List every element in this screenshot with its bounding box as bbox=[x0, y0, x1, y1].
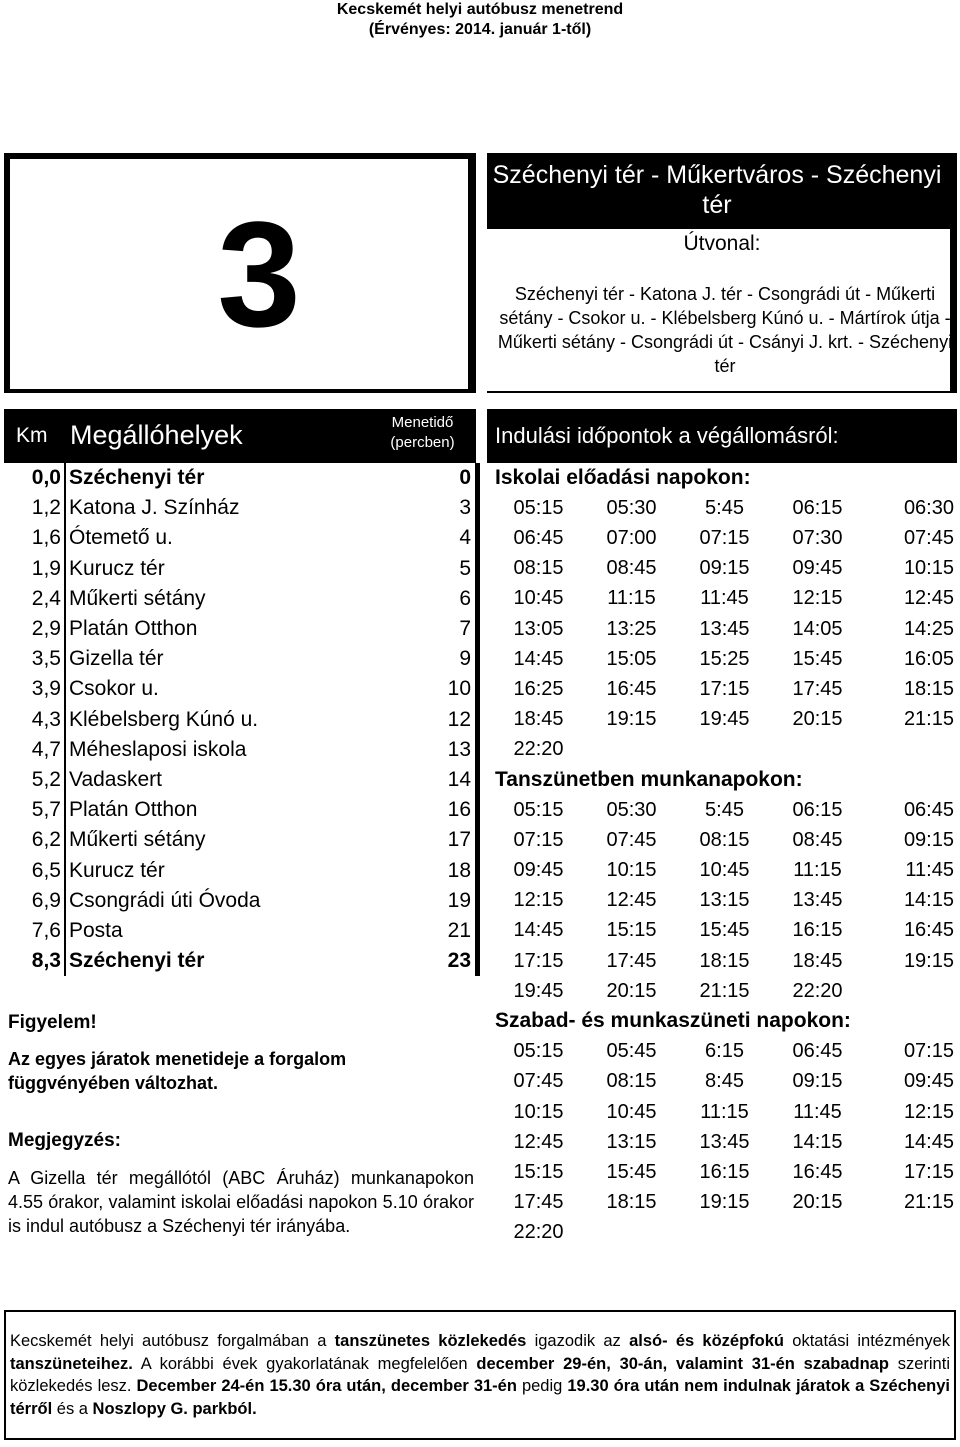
stop-travel-time: 0 bbox=[459, 466, 471, 490]
travel-time-header bbox=[370, 413, 475, 453]
departure-time: 18:15 bbox=[903, 677, 954, 700]
stop-km: 2,4 bbox=[4, 584, 66, 614]
departure-row bbox=[492, 554, 958, 584]
departure-time: 5:45 bbox=[705, 798, 744, 821]
departure-section-title: Iskolai előadási napokon: bbox=[495, 466, 751, 490]
stop-km: 3,5 bbox=[4, 644, 66, 674]
departure-time: 18:15 bbox=[606, 1191, 657, 1214]
departure-time: 05:30 bbox=[606, 798, 657, 821]
departure-time: 09:15 bbox=[903, 828, 954, 851]
stop-name: Posta bbox=[69, 918, 123, 942]
departure-time: 17:15 bbox=[513, 949, 564, 972]
departure-time: 14:05 bbox=[792, 617, 843, 640]
departure-row bbox=[492, 1218, 958, 1248]
departure-time: 08:15 bbox=[606, 1070, 657, 1093]
departure-time: 09:15 bbox=[699, 557, 750, 580]
departure-time: 06:30 bbox=[903, 496, 954, 519]
departure-time: 14:15 bbox=[903, 889, 954, 912]
departure-time: 06:45 bbox=[903, 798, 954, 821]
departure-time: 10:45 bbox=[699, 859, 750, 882]
departure-row bbox=[492, 1097, 958, 1127]
departure-time: 16:15 bbox=[792, 919, 843, 942]
stop-travel-time: 17 bbox=[447, 828, 471, 852]
departure-time: 16:05 bbox=[903, 647, 954, 670]
departure-time: 15:15 bbox=[606, 919, 657, 942]
notice-text: oktatási intézmények bbox=[784, 1332, 951, 1350]
departure-time: 15:15 bbox=[513, 1160, 564, 1183]
travel-time-header-line2: (percben) bbox=[390, 434, 455, 451]
stop-travel-time: 6 bbox=[459, 586, 471, 610]
departure-time: 12:45 bbox=[513, 1130, 564, 1153]
departure-row bbox=[492, 493, 958, 523]
remark-text: A Gizella tér megállótól (ABC Áruház) munkanapokon 4.55 órakor, valamint iskolai előadási napokon 5.10 órakor is indul autóbusz a Széchenyi tér irányába. bbox=[8, 1168, 474, 1236]
stop-row bbox=[4, 735, 475, 765]
departure-time: 16:45 bbox=[792, 1160, 843, 1183]
departure-time: 07:45 bbox=[513, 1070, 564, 1093]
departure-time: 21:15 bbox=[699, 979, 750, 1002]
departure-time: 15:25 bbox=[699, 647, 750, 670]
stop-name: Katona J. Színház bbox=[69, 496, 240, 520]
departure-time: 19:15 bbox=[903, 949, 954, 972]
departure-time: 09:45 bbox=[513, 859, 564, 882]
stop-travel-time: 5 bbox=[459, 556, 471, 580]
stop-row bbox=[4, 916, 475, 946]
stop-travel-time: 7 bbox=[459, 617, 471, 641]
departure-row bbox=[492, 614, 958, 644]
departure-time: 20:15 bbox=[606, 979, 657, 1002]
stop-row bbox=[4, 946, 475, 976]
departure-time: 07:15 bbox=[699, 526, 750, 549]
departure-time: 09:45 bbox=[792, 557, 843, 580]
remark-title: Megjegyzés: bbox=[8, 1130, 121, 1151]
departure-row bbox=[492, 1037, 958, 1067]
departure-section-title: Szabad- és munkaszüneti napokon: bbox=[495, 1009, 851, 1033]
departure-time: 13:45 bbox=[699, 1130, 750, 1153]
departure-time: 11:45 bbox=[905, 859, 954, 882]
departure-time: 06:15 bbox=[792, 496, 843, 519]
departure-time: 07:30 bbox=[792, 526, 843, 549]
departure-time: 17:15 bbox=[699, 677, 750, 700]
departure-time: 08:45 bbox=[606, 557, 657, 580]
departure-time: 10:45 bbox=[606, 1100, 657, 1123]
stop-row bbox=[4, 795, 475, 825]
stop-name: Ótemető u. bbox=[69, 526, 173, 550]
departure-time: 16:45 bbox=[606, 677, 657, 700]
departure-row bbox=[492, 1127, 958, 1157]
departure-time: 11:15 bbox=[700, 1100, 749, 1123]
departure-section-title: Tanszünetben munkanapokon: bbox=[495, 767, 803, 791]
notice-bold: December 24-én 15.30 óra után, december 31-én bbox=[136, 1377, 517, 1395]
stop-km: 2,9 bbox=[4, 614, 66, 644]
stop-name: Csongrádi úti Óvoda bbox=[69, 888, 261, 912]
departure-time: 17:15 bbox=[903, 1160, 954, 1183]
departure-time: 13:45 bbox=[792, 889, 843, 912]
document-title: Kecskemét helyi autóbusz menetrend bbox=[336, 1, 624, 18]
departure-time: 17:45 bbox=[606, 949, 657, 972]
departure-time: 05:15 bbox=[513, 798, 564, 821]
departure-time: 14:15 bbox=[792, 1130, 843, 1153]
departure-row bbox=[492, 705, 958, 735]
stop-name: Vadaskert bbox=[69, 767, 162, 791]
departure-time: 22:20 bbox=[513, 738, 564, 761]
departure-time: 14:45 bbox=[903, 1130, 954, 1153]
departure-row bbox=[492, 644, 958, 674]
departure-time: 8:45 bbox=[705, 1070, 744, 1093]
holiday-notice bbox=[4, 1310, 956, 1440]
stop-name: Műkerti sétány bbox=[69, 586, 206, 610]
departure-row bbox=[492, 795, 958, 825]
route-box-bottom bbox=[487, 391, 957, 393]
departure-time: 08:15 bbox=[699, 828, 750, 851]
departure-time: 10:45 bbox=[513, 587, 564, 610]
departure-time: 09:45 bbox=[903, 1070, 954, 1093]
stop-name: Gizella tér bbox=[69, 647, 164, 671]
departure-time: 07:45 bbox=[903, 526, 954, 549]
departure-time: 08:45 bbox=[792, 828, 843, 851]
stops-header: Megállóhelyek bbox=[70, 420, 243, 450]
departure-time: 22:20 bbox=[792, 979, 843, 1002]
stop-km: 5,7 bbox=[4, 795, 66, 825]
departure-time: 12:45 bbox=[606, 889, 657, 912]
departure-time: 15:45 bbox=[699, 919, 750, 942]
stop-travel-time: 19 bbox=[447, 888, 471, 912]
departure-row bbox=[492, 886, 958, 916]
stop-row bbox=[4, 493, 475, 523]
stop-row bbox=[4, 614, 475, 644]
departure-time: 13:15 bbox=[606, 1130, 657, 1153]
stop-name: Csokor u. bbox=[69, 677, 159, 701]
departure-time: 20:15 bbox=[792, 708, 843, 731]
stop-row bbox=[4, 674, 475, 704]
departure-time: 19:15 bbox=[606, 708, 657, 731]
stop-name: Platán Otthon bbox=[69, 798, 198, 822]
departure-time: 17:45 bbox=[513, 1191, 564, 1214]
departure-time: 09:15 bbox=[792, 1070, 843, 1093]
stop-name: Kurucz tér bbox=[69, 858, 165, 882]
notice-text: Kecskemét helyi autóbusz forgalmában a bbox=[10, 1332, 335, 1350]
departure-time: 05:15 bbox=[513, 1040, 564, 1063]
stop-name: Klébelsberg Kúnó u. bbox=[69, 707, 259, 731]
stop-name: Kurucz tér bbox=[69, 556, 165, 580]
stop-row bbox=[4, 765, 475, 795]
departure-time: 06:45 bbox=[792, 1040, 843, 1063]
departure-time: 21:15 bbox=[903, 1191, 954, 1214]
stop-km: 1,2 bbox=[4, 493, 66, 523]
route-description: Széchenyi tér - Katona J. tér - Csongrádi út - Műkerti sétány - Csokor u. - Klébelsberg Kúnó u. - Mártírok útja - Műkerti sétány - Csongrádi út - Csányi J. krt. - Széchenyi tér bbox=[497, 284, 953, 376]
stop-travel-time: 9 bbox=[459, 647, 471, 671]
departure-row bbox=[492, 825, 958, 855]
stop-km: 6,5 bbox=[4, 855, 66, 885]
departure-time: 10:15 bbox=[513, 1100, 564, 1123]
departure-time: 18:45 bbox=[792, 949, 843, 972]
departure-row bbox=[492, 523, 958, 553]
stop-travel-time: 16 bbox=[447, 798, 471, 822]
departure-row bbox=[492, 1188, 958, 1218]
departure-time: 17:45 bbox=[792, 677, 843, 700]
departure-time: 11:15 bbox=[793, 859, 842, 882]
departure-time: 14:45 bbox=[513, 919, 564, 942]
notice-bold: alsó- és középfokú bbox=[629, 1332, 785, 1350]
departures-table bbox=[492, 463, 958, 1248]
departure-row bbox=[492, 584, 958, 614]
departure-time: 13:05 bbox=[513, 617, 564, 640]
departure-time: 22:20 bbox=[513, 1221, 564, 1244]
departure-time: 05:15 bbox=[513, 496, 564, 519]
attention-text: Az egyes járatok menetideje a forgalom függvényében változhat. bbox=[8, 1049, 347, 1093]
departure-row bbox=[492, 946, 958, 976]
stop-travel-time: 23 bbox=[447, 949, 471, 973]
departure-time: 07:15 bbox=[903, 1040, 954, 1063]
stops-table bbox=[4, 463, 480, 976]
stop-km: 5,2 bbox=[4, 765, 66, 795]
departure-time: 11:15 bbox=[607, 587, 656, 610]
departure-time: 10:15 bbox=[903, 557, 954, 580]
km-header: Km bbox=[16, 424, 48, 447]
stop-travel-time: 12 bbox=[447, 707, 471, 731]
route-number: 3 bbox=[217, 189, 301, 358]
stop-row bbox=[4, 825, 475, 855]
route-label: Útvonal: bbox=[683, 232, 761, 255]
stop-travel-time: 13 bbox=[447, 737, 471, 761]
departure-time: 14:25 bbox=[903, 617, 954, 640]
notice-bold: Noszlopy G. parkból. bbox=[92, 1399, 257, 1418]
departure-time: 11:45 bbox=[700, 587, 749, 610]
stop-row bbox=[4, 855, 475, 885]
departure-time: 06:45 bbox=[513, 526, 564, 549]
departure-time: 13:15 bbox=[699, 889, 750, 912]
departure-row bbox=[492, 735, 958, 765]
stop-row bbox=[4, 523, 475, 553]
stop-km: 3,9 bbox=[4, 674, 66, 704]
stop-travel-time: 18 bbox=[447, 858, 471, 882]
departure-time: 20:15 bbox=[792, 1191, 843, 1214]
notice-text: pedig bbox=[516, 1377, 568, 1395]
departure-time: 13:45 bbox=[699, 617, 750, 640]
stop-row bbox=[4, 463, 475, 493]
attention-title: Figyelem! bbox=[8, 1012, 97, 1033]
notice-text: szerinti közlekedés lesz. bbox=[10, 1354, 950, 1395]
stop-row bbox=[4, 554, 475, 584]
stop-name: Platán Otthon bbox=[69, 617, 198, 641]
stop-km: 6,9 bbox=[4, 886, 66, 916]
departure-time: 11:45 bbox=[793, 1100, 842, 1123]
departure-time: 12:15 bbox=[903, 1100, 954, 1123]
stop-km: 4,3 bbox=[4, 705, 66, 735]
departure-time: 19:45 bbox=[513, 979, 564, 1002]
departure-time: 18:15 bbox=[699, 949, 750, 972]
notice-text: A korábbi évek gyakorlatának megfelelően bbox=[132, 1354, 477, 1373]
departure-time: 21:15 bbox=[903, 708, 954, 731]
departure-time: 06:15 bbox=[792, 798, 843, 821]
departure-time: 16:15 bbox=[699, 1160, 750, 1183]
departure-row bbox=[492, 976, 958, 1006]
stop-row bbox=[4, 584, 475, 614]
departure-row bbox=[492, 916, 958, 946]
stop-km: 7,6 bbox=[4, 916, 66, 946]
stop-km: 1,6 bbox=[4, 523, 66, 553]
departure-time: 14:45 bbox=[513, 647, 564, 670]
stop-travel-time: 10 bbox=[447, 677, 471, 701]
departure-time: 05:45 bbox=[606, 1040, 657, 1063]
stop-km: 0,0 bbox=[4, 463, 66, 493]
departure-time: 15:05 bbox=[606, 647, 657, 670]
departure-time: 15:45 bbox=[792, 647, 843, 670]
validity-date: (Érvényes: 2014. január 1-től) bbox=[368, 21, 592, 38]
stop-name: Műkerti sétány bbox=[69, 828, 206, 852]
stop-row bbox=[4, 886, 475, 916]
stop-travel-time: 3 bbox=[459, 496, 471, 520]
stop-km: 6,2 bbox=[4, 825, 66, 855]
stop-name: Széchenyi tér bbox=[69, 466, 205, 490]
stop-km: 8,3 bbox=[4, 946, 66, 976]
stop-name: Méheslaposi iskola bbox=[69, 737, 247, 761]
departure-row bbox=[492, 1067, 958, 1097]
departure-time: 13:25 bbox=[606, 617, 657, 640]
notice-bold: tanszüneteihez. bbox=[10, 1354, 133, 1373]
departure-time: 16:45 bbox=[903, 919, 954, 942]
notice-text: igazodik az bbox=[526, 1332, 630, 1350]
departures-header: Indulási időpontok a végállomásról: bbox=[495, 423, 839, 448]
stop-name: Széchenyi tér bbox=[69, 949, 205, 973]
departure-time: 12:15 bbox=[513, 889, 564, 912]
notice-bold: 19.30 óra után nem indulnak járatok a Széchenyi térről bbox=[10, 1377, 950, 1418]
departure-time: 19:45 bbox=[699, 708, 750, 731]
stop-travel-time: 4 bbox=[459, 526, 471, 550]
departure-time: 6:15 bbox=[705, 1040, 744, 1063]
stop-km: 4,7 bbox=[4, 735, 66, 765]
departure-time: 12:45 bbox=[903, 587, 954, 610]
departure-row bbox=[492, 674, 958, 704]
departure-time: 05:30 bbox=[606, 496, 657, 519]
stop-row bbox=[4, 644, 475, 674]
stop-km: 1,9 bbox=[4, 554, 66, 584]
departure-time: 15:45 bbox=[606, 1160, 657, 1183]
notice-text: és a bbox=[52, 1399, 93, 1418]
departure-row bbox=[492, 855, 958, 885]
departure-time: 07:00 bbox=[606, 526, 657, 549]
departure-time: 19:15 bbox=[699, 1191, 750, 1214]
travel-time-header-line1: Menetidő bbox=[391, 414, 454, 431]
stop-travel-time: 14 bbox=[447, 767, 471, 791]
departure-row bbox=[492, 1157, 958, 1187]
stop-row bbox=[4, 705, 475, 735]
departure-time: 07:45 bbox=[606, 828, 657, 851]
departure-time: 10:15 bbox=[606, 859, 657, 882]
departure-time: 5:45 bbox=[705, 496, 744, 519]
departure-time: 12:15 bbox=[792, 587, 843, 610]
departure-time: 18:45 bbox=[513, 708, 564, 731]
route-title: Széchenyi tér - Műkertváros - Széchenyi tér bbox=[492, 161, 942, 219]
notice-bold: december 29-én, 30-án, valamint 31-én szabadnap bbox=[476, 1354, 889, 1373]
departure-time: 16:25 bbox=[513, 677, 564, 700]
departure-time: 08:15 bbox=[513, 557, 564, 580]
departure-time: 07:15 bbox=[513, 828, 564, 851]
stop-travel-time: 21 bbox=[447, 918, 471, 942]
notice-bold: tanszünetes közlekedés bbox=[334, 1332, 527, 1350]
